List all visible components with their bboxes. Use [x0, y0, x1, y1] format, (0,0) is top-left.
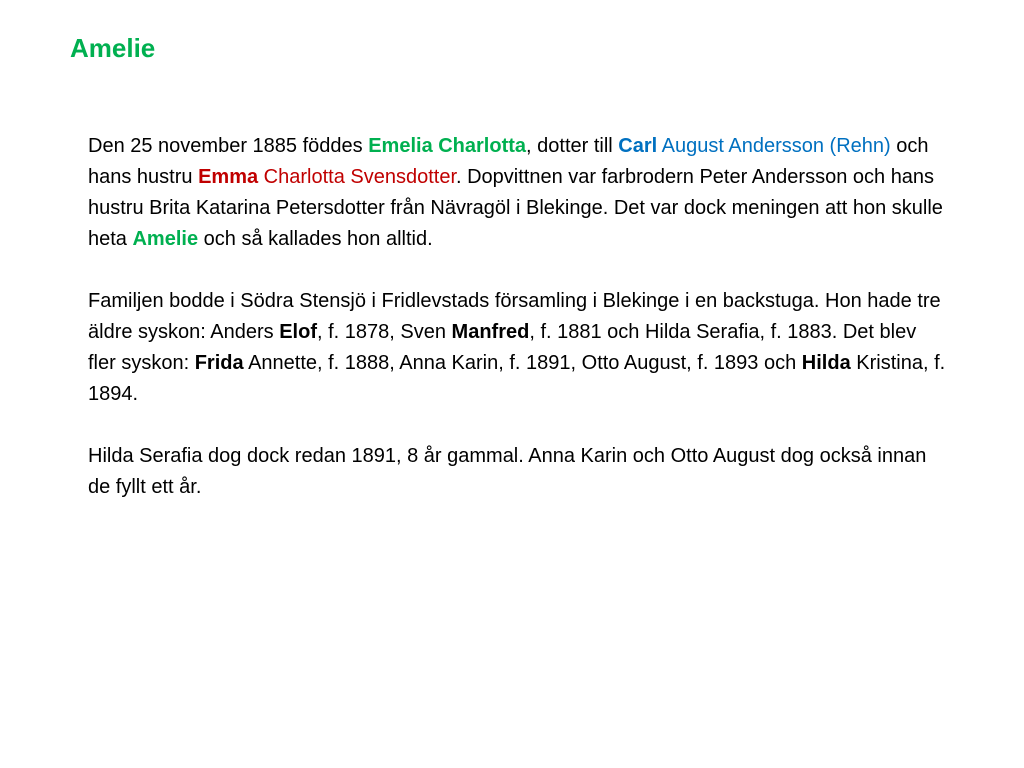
slide-title: Amelie: [70, 33, 156, 63]
name-august-andersson: August Andersson (Rehn): [657, 135, 891, 157]
text-segment: . Dopvittnen var farbrodern Peter Andersson och hans hustru Brita Katarina Petersdotter från Nävragöl i Blekinge. Det var dock meningen att hon skulle heta: [88, 166, 943, 250]
text-segment: Den 25 november 1885 föddes: [88, 135, 369, 157]
text-segment: och så kallades hon alltid.: [198, 228, 433, 250]
paragraph-birth: [88, 131, 948, 255]
text-segment: och hans hustru: [88, 135, 929, 188]
text-segment: , f. 1881 och Hilda Serafia, f. 1883. Det blev fler syskon:: [88, 321, 917, 374]
text-segment: Familjen bodde i Södra Stensjö i Fridlevstads församling i Blekinge i en backstuga. Hon hade tre äldre syskon: Anders: [88, 290, 941, 343]
name-frida: Frida: [194, 352, 244, 374]
text-segment: , f. 1878, Sven: [317, 321, 452, 343]
name-hilda: Hilda: [801, 352, 851, 374]
paragraph-family: [88, 286, 948, 410]
slide-body: [88, 131, 948, 534]
name-emma: Emma: [198, 166, 259, 188]
paragraph-deaths: Hilda Serafia dog dock redan 1891, 8 år gammal. Anna Karin och Otto August dog också innan de fyllt ett år.: [88, 445, 927, 498]
text-segment: , dotter till: [526, 135, 619, 157]
name-manfred: Manfred: [451, 321, 530, 343]
text-segment: Annette, f. 1888, Anna Karin, f. 1891, Otto August, f. 1893 och: [243, 352, 802, 374]
text-segment: Kristina, f. 1894.: [88, 352, 946, 405]
name-carl: Carl: [618, 135, 658, 157]
name-elof: Elof: [279, 321, 317, 343]
name-amelie: Amelie: [132, 228, 199, 250]
name-emelia-charlotta: Emelia Charlotta: [368, 135, 527, 157]
name-charlotta-svensdotter: Charlotta Svensdotter: [258, 166, 456, 188]
